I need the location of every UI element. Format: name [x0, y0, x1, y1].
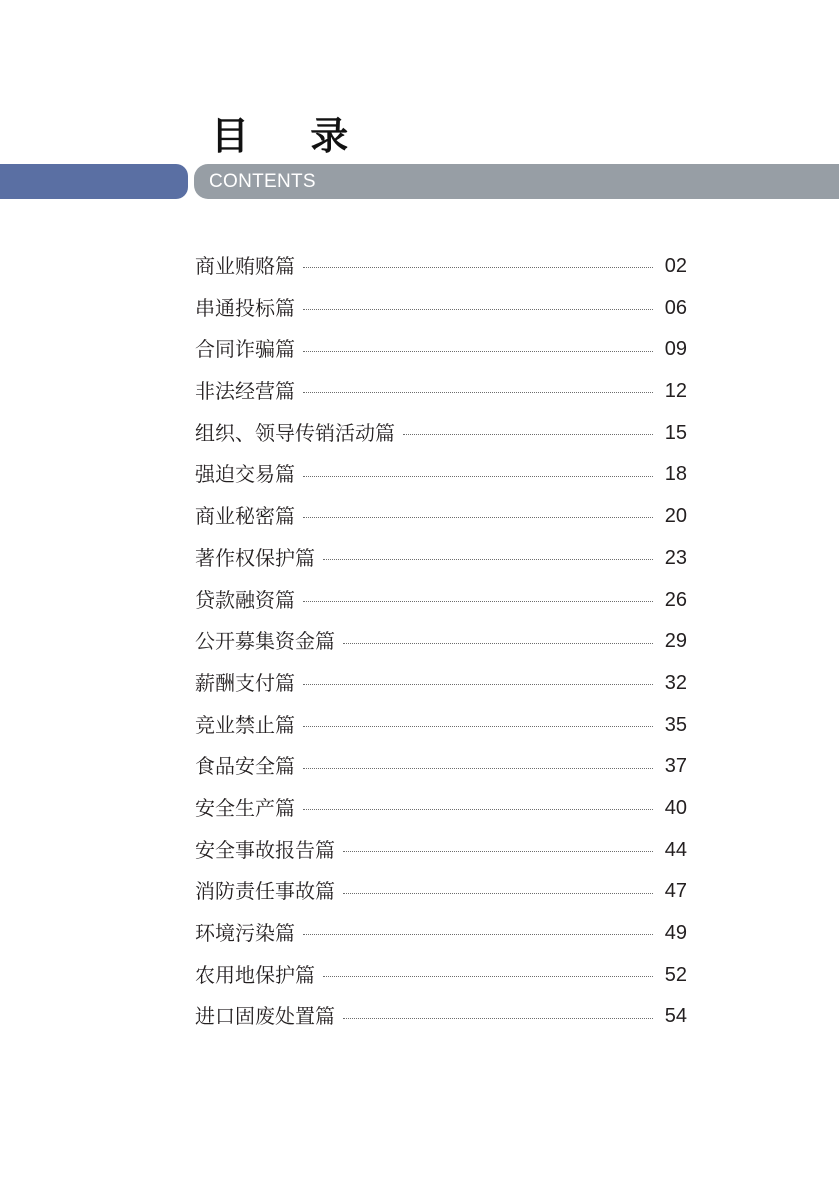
- toc-dot-leader: [303, 392, 653, 393]
- toc-entry[interactable]: [195, 996, 687, 1038]
- contents-label: CONTENTS: [209, 171, 316, 192]
- toc-page-number: 44: [664, 838, 687, 861]
- toc-dot-leader: [343, 643, 653, 644]
- toc-entry-title: 安全事故报告篇: [195, 837, 335, 862]
- toc-entry-title: 公开募集资金篇: [195, 629, 335, 654]
- toc-page-number: 49: [664, 922, 687, 944]
- toc-entry-title: 农用地保护篇: [195, 962, 315, 987]
- header-band-accent: [0, 164, 188, 199]
- toc-entry-title: 串通投标篇: [195, 295, 295, 320]
- toc-dot-leader: [323, 559, 653, 560]
- toc-page-number: 12: [664, 380, 687, 403]
- toc-entry-title: 竞业禁止篇: [195, 712, 295, 737]
- toc-dot-leader: [303, 351, 653, 352]
- toc-dot-leader: [403, 434, 653, 435]
- toc-entry[interactable]: [195, 371, 687, 413]
- toc-dot-leader: [303, 309, 653, 310]
- toc-entry[interactable]: [195, 580, 687, 622]
- toc-entry[interactable]: [195, 913, 687, 955]
- toc-page-number: 35: [664, 713, 687, 736]
- toc-dot-leader: [323, 976, 653, 977]
- toc-entry[interactable]: [195, 871, 687, 913]
- toc-dot-leader: [303, 267, 653, 268]
- toc-page-number: 09: [664, 338, 687, 361]
- table-of-contents: [195, 246, 687, 1038]
- toc-dot-leader: [343, 1018, 653, 1019]
- toc-dot-leader: [303, 726, 653, 727]
- toc-page-number: 47: [664, 880, 687, 903]
- toc-entry[interactable]: [195, 454, 687, 496]
- toc-entry-title: 商业秘密篇: [195, 504, 295, 529]
- toc-page-number: 26: [664, 588, 687, 611]
- toc-dot-leader: [303, 809, 653, 810]
- toc-entry-title: 组织、领导传销活动篇: [195, 420, 395, 445]
- toc-dot-leader: [343, 893, 653, 894]
- toc-page-number: 37: [664, 755, 687, 778]
- toc-entry[interactable]: [195, 830, 687, 872]
- toc-entry-title: 薪酬支付篇: [195, 670, 295, 695]
- toc-page-number: 18: [664, 463, 687, 486]
- toc-entry-title: 合同诈骗篇: [195, 337, 295, 362]
- toc-dot-leader: [303, 684, 653, 685]
- toc-page-number: 02: [664, 255, 687, 277]
- toc-entry-title: 食品安全篇: [195, 754, 295, 779]
- toc-page-number: 23: [664, 546, 687, 569]
- toc-entry[interactable]: [195, 246, 687, 288]
- toc-page-number: 06: [664, 296, 687, 319]
- page-title: 目 录: [211, 114, 373, 158]
- toc-dot-leader: [343, 851, 653, 852]
- toc-page-number: 52: [664, 963, 687, 986]
- toc-entry[interactable]: [195, 705, 687, 747]
- toc-entry[interactable]: [195, 329, 687, 371]
- toc-entry[interactable]: [195, 413, 687, 455]
- toc-entry[interactable]: [195, 538, 687, 580]
- toc-entry[interactable]: [195, 496, 687, 538]
- toc-page-number: 29: [664, 630, 687, 653]
- header-band: [194, 164, 839, 199]
- toc-entry-title: 非法经营篇: [195, 379, 295, 404]
- toc-entry-title: 强迫交易篇: [195, 462, 295, 487]
- toc-entry[interactable]: [195, 288, 687, 330]
- toc-page-number: 15: [664, 421, 687, 444]
- toc-entry[interactable]: [195, 663, 687, 705]
- toc-dot-leader: [303, 517, 653, 518]
- toc-entry[interactable]: [195, 746, 687, 788]
- toc-dot-leader: [303, 476, 653, 477]
- toc-entry-title: 商业贿赂篇: [195, 254, 295, 278]
- toc-page-number: 32: [664, 671, 687, 694]
- toc-entry-title: 安全生产篇: [195, 795, 295, 820]
- toc-dot-leader: [303, 601, 653, 602]
- toc-page-number: 54: [664, 1005, 687, 1028]
- toc-entry-title: 著作权保护篇: [195, 545, 315, 570]
- toc-page-number: 20: [664, 505, 687, 528]
- toc-entry[interactable]: [195, 955, 687, 997]
- toc-entry-title: 消防责任事故篇: [195, 879, 335, 904]
- toc-entry-title: 贷款融资篇: [195, 587, 295, 612]
- toc-entry[interactable]: [195, 621, 687, 663]
- toc-entry[interactable]: [195, 788, 687, 830]
- toc-dot-leader: [303, 768, 653, 769]
- toc-dot-leader: [303, 934, 653, 935]
- toc-page-number: 40: [664, 796, 687, 819]
- toc-entry-title: 环境污染篇: [195, 921, 295, 945]
- toc-entry-title: 进口固废处置篇: [195, 1004, 335, 1029]
